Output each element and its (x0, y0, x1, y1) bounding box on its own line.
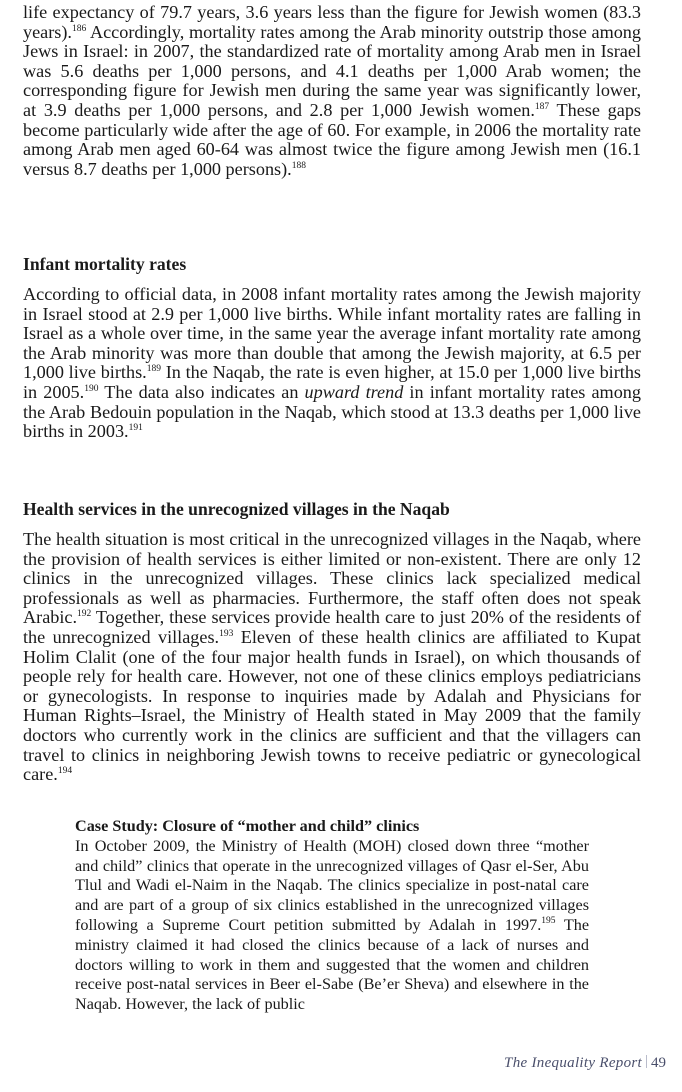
footnote-ref-192[interactable]: 192 (77, 609, 92, 620)
paragraph-text: The ministry claimed it had closed the clinics because of a lack of nurses and doctors willing to work in them and suggested that the women and children receive post-natal services in Beer el-Sabe (Be’er Sheva) and elsewhere in the Naqab. However, the lack of public (75, 915, 590, 1014)
paragraph-text: According to official data, in 2008 infant mortality rates among the Jewish majority in Israel stood at 2.9 per 1,000 live births. While infant mortality rates are falling in Israel as a whole over time, in the same year the average infant mortality rate among the Arab minority was more than double that among the Jewish majority, at 6.5 per 1,000 live births. (23, 284, 641, 383)
paragraph-text: Eleven of these health clinics are affiliated to Kupat Holim Clalit (one of the four major health funds in Israel), on which thousands of people rely for health care. However, not one of these clinics employs pediatricians or gynecologists. In response to inquiries made by Adalah and Physicians for Human Rights–Israel, the Ministry of Health stated in May 2009 that the family doctors who currently work in the clinics are sufficient and that the villagers can travel to clinics in neighboring Jewish towns to receive pediatric or gynecological care. (23, 626, 641, 785)
paragraph-text: life expectancy of 79.7 years, 3.6 years less than the figure for Jewish women (83.3 years). (23, 2, 641, 42)
footnote-ref-186[interactable]: 186 (71, 23, 87, 34)
paragraph-mortality (23, 3, 641, 179)
case-study-title: Case Study: Closure of “mother and child” clinics (75, 817, 420, 835)
paragraph-text: The health situation is most critical in the unrecognized villages in the Naqab, where the provision of health services is either limited or non-existent. There are only 12 clinics in the unrecognized villages. These clinics lack specialized medical professionals as well as pharmacies. Furthermore, the staff often does not speak Arabic. (23, 529, 641, 628)
paragraph-text: in infant mortality rates among the Arab Bedouin population in the Naqab, which stood at 13.3 deaths per 1,000 live births in 2003. (23, 381, 641, 442)
footnote-ref-187[interactable]: 187 (534, 101, 550, 112)
footnote-ref-193[interactable]: 193 (219, 628, 234, 639)
paragraph-text: These gaps become particularly wide after the age of 60. For example, in 2006 the mortality rate among Arab men aged 60-64 was almost twice the figure among Jewish men (16.1 versus 8.7 deaths per 1,000 persons). (23, 99, 641, 179)
paragraph-text: Together, these services provide health care to just 20% of the residents of the unrecognized villages. (23, 607, 641, 647)
emphasis-upward-trend: upward trend (304, 381, 404, 402)
page-footer (504, 1055, 666, 1072)
footnote-ref-189[interactable]: 189 (146, 364, 161, 375)
footnote-ref-191[interactable]: 191 (128, 423, 143, 434)
paragraph-text: In October 2009, the Ministry of Health (MOH) closed down three “mother and child” clinics that operate in the unrecognized villages of Qasr el-Ser, Abu Tlul and Wadi el-Naim in the Naqab. The clinics specialize in post-natal care and are part of a group of six clinics established in the unrecognized villages following a Supreme Court petition submitted by Adalah in 1997. (75, 836, 589, 934)
footnote-ref-188[interactable]: 188 (291, 160, 306, 171)
paragraph-infant-mortality (23, 285, 641, 442)
page-number: 49 (651, 1055, 666, 1071)
case-study-box (75, 817, 589, 1015)
heading-infant-mortality: Infant mortality rates (23, 254, 187, 274)
footnote-ref-190[interactable]: 190 (84, 383, 99, 394)
paragraph-text: Accordingly, mortality rates among the Arab minority outstrip those among Jews in Israel: in 2007, the standardized rate of mortality among Arab men in Israel was 5.6 deaths per 1,000 persons, and 4.1 deaths per 1,000 Arab women; the corresponding figure for Jewish men during the same year was significantly lower, at 3.9 deaths per 1,000 persons, and 2.8 per 1,000 Jewish women. (23, 21, 641, 120)
paragraph-text: In the Naqab, the rate is even higher, at 15.0 per 1,000 live births in 2005. (23, 362, 642, 402)
case-study-body (75, 837, 589, 1015)
footnote-ref-195[interactable]: 195 (541, 915, 556, 926)
paragraph-health-services (23, 530, 641, 785)
paragraph-text: The data also indicates an (98, 381, 305, 402)
footer-divider (646, 1055, 647, 1068)
heading-health-services: Health services in the unrecognized villages in the Naqab (23, 499, 450, 519)
running-title: The Inequality Report (504, 1055, 642, 1071)
footnote-ref-194[interactable]: 194 (57, 766, 73, 777)
